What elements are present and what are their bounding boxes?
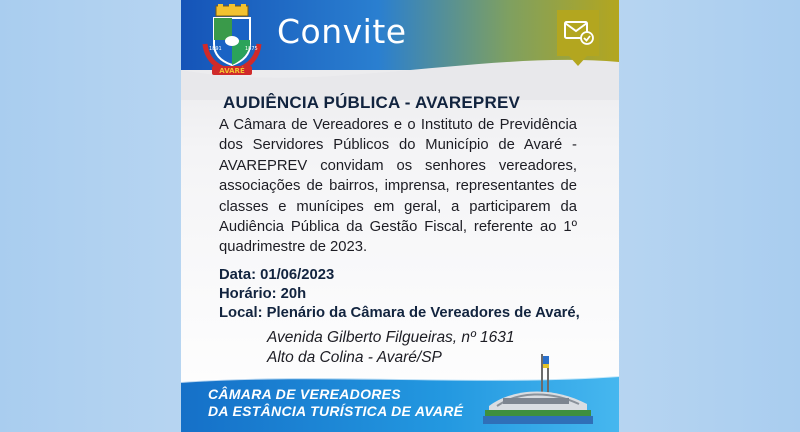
crest-year-left: 1891 [209,46,222,52]
invitation-heading: AUDIÊNCIA PÚBLICA - AVAREPREV [223,93,521,112]
footer-line-1: CÂMARA DE VEREADORES [208,386,401,402]
mail-check-icon [557,10,599,66]
event-date: Data: 01/06/2023 [219,267,335,283]
footer-institution [208,386,463,420]
event-details [219,266,599,323]
crest-year-right: 1875 [245,46,258,52]
invitation-body: A Câmara de Vereadores e o Instituto de Previdência dos Servidores Públicos do Município de Avaré - AVAREPREV convidam os senhores vereadores, associações de bairros, imprensa, representantes de classes e munícipes em geral, a participarem da Audiência Pública da Gestão Fiscal, referente ao 1º quadrimestre de 2023. [219,117,577,256]
city-crest-icon [201,4,263,76]
address-line-1: Avenida Gilberto Filgueiras, nº 1631 [267,329,515,346]
event-time: Horário: 20h [219,286,307,302]
footer-line-2: DA ESTÂNCIA TURÍSTICA DE AVARÉ [208,403,464,419]
event-place: Local: Plenário da Câmara de Vereadores de Avaré, [219,305,580,321]
address-line-2: Alto da Colina - Avaré/SP [267,349,442,366]
building-icon [483,348,593,424]
invitation-card [181,0,619,432]
crest-banner-text: AVARÉ [219,67,245,75]
page-title: Convite [277,12,407,51]
